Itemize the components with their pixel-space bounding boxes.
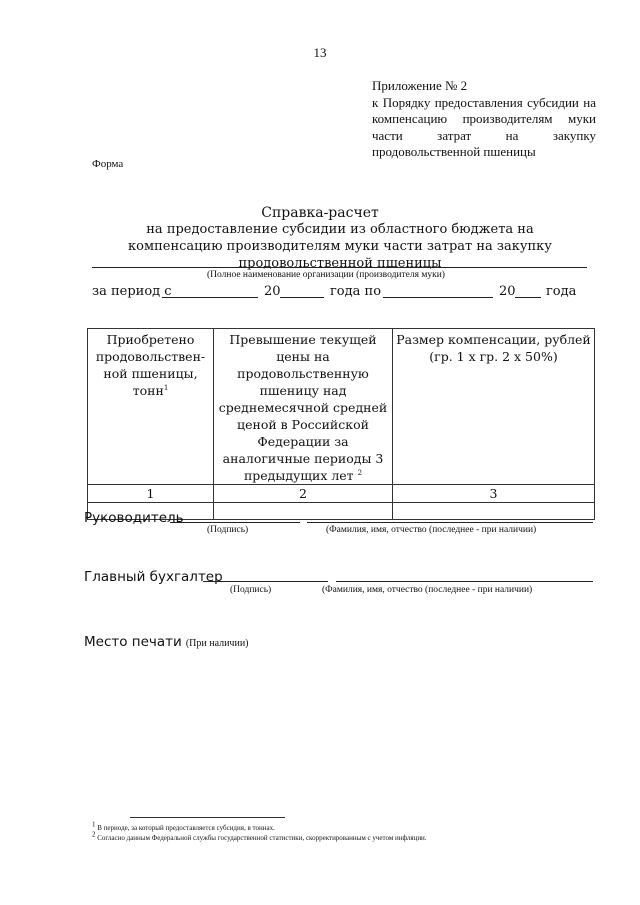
accountant-name-field[interactable] <box>336 581 593 582</box>
footnote-ref: 1 <box>163 383 169 392</box>
appendix-title: Приложение № 2 <box>372 78 468 93</box>
period-middle: года по <box>330 284 382 299</box>
period-year-prefix-1: 20 <box>264 284 281 299</box>
head-sign-caption: (Подпись) <box>207 525 249 535</box>
page-number: 13 <box>313 45 327 60</box>
form-label: Форма <box>92 158 124 170</box>
period-year-prefix-2: 20 <box>499 284 516 299</box>
period-suffix: года <box>546 284 577 299</box>
header-wheat-purchased <box>88 329 214 485</box>
period-end-year-field[interactable] <box>515 297 541 298</box>
stamp-label: Место печати <box>84 634 182 650</box>
period-end-date-field[interactable] <box>383 297 493 298</box>
accountant-name-caption: (Фамилия, имя, отчество (последнее - при наличии) <box>322 585 533 595</box>
head-name-field[interactable] <box>307 522 593 523</box>
price-excess-cell[interactable] <box>214 503 393 520</box>
footnote-mark: 2 <box>92 830 96 839</box>
period-start-year-field[interactable] <box>280 297 324 298</box>
accountant-label: Главный бухгалтер <box>84 569 223 585</box>
document-subtitle: на предоставление субсидии из областного бюджета на компенсацию производителям муки части затрат на закупку продовольственной пшеницы <box>128 222 552 271</box>
compensation-table <box>87 328 595 520</box>
header-text: Превышение текущей цены на продовольственную пшеницу над среднемесячной средней ценой в Российской Федерации за аналогичные периоды 3 предыдущих лет <box>218 332 388 483</box>
column-number: 3 <box>393 485 595 503</box>
table-header-row <box>88 329 595 485</box>
footnote-divider <box>130 817 285 818</box>
compensation-amount-cell[interactable] <box>393 503 595 520</box>
footnote <box>92 820 275 832</box>
period-prefix: за период с <box>92 284 172 299</box>
document-title: Справка-расчет <box>261 205 379 221</box>
stamp-note: (При наличии) <box>185 638 249 649</box>
organization-caption: (Полное наименование организации (производителя муки) <box>207 270 445 280</box>
column-number: 1 <box>88 485 214 503</box>
period-start-date-field[interactable] <box>162 297 258 298</box>
header-text: Размер компенсации, рублей (гр. 1 х гр. 2 х 50%) <box>396 332 591 364</box>
accountant-sign-caption: (Подпись) <box>230 585 272 595</box>
header-price-excess <box>214 329 393 485</box>
appendix-text: к Порядку предоставления субсидии на компенсацию производителям муки части затрат на закупку продовольственной пшеницы <box>372 94 596 159</box>
head-name-caption: (Фамилия, имя, отчество (последнее - при наличии) <box>326 525 537 535</box>
footnote <box>92 830 427 842</box>
footnote-mark: 1 <box>92 820 96 829</box>
accountant-signature-field[interactable] <box>203 581 328 582</box>
column-number: 2 <box>214 485 393 503</box>
footnote-text: Согласно данным Федеральной службы государственной статистики, скорректированным с учетом инфляции. <box>97 834 427 842</box>
head-label: Руководитель <box>84 510 184 526</box>
footnote-text: В периоде, за который предоставляется субсидия, в тоннах. <box>97 824 275 832</box>
header-text: Приобретено продовольствен-ной пшеницы, тонн <box>95 332 206 398</box>
column-number-row <box>88 485 595 503</box>
organization-name-field[interactable] <box>92 267 587 268</box>
footnote-ref: 2 <box>357 468 363 477</box>
appendix-header <box>372 78 596 161</box>
header-compensation-amount <box>393 329 595 485</box>
head-signature-field[interactable] <box>170 522 300 523</box>
stamp-place <box>84 633 249 651</box>
